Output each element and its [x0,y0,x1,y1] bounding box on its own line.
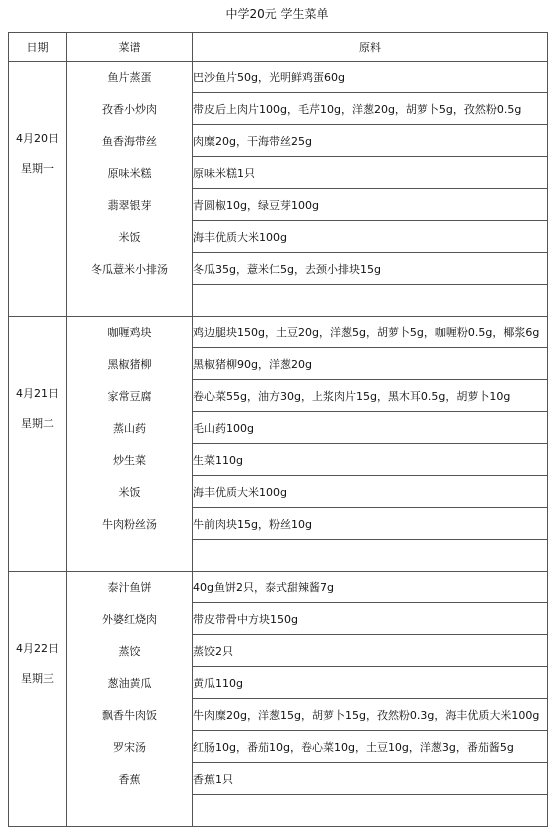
day-date: 4月21日 [16,387,59,400]
dish-name: 飘香牛肉饭 [67,699,193,731]
dish-ingredients: 带皮后上肉片100g，毛芹10g，洋葱20g，胡萝卜5g，孜然粉0.5g [193,93,548,125]
dish-ingredients: 肉糜20g，干海带丝25g [193,125,548,157]
table-row [9,763,548,795]
table-row [9,317,548,348]
table-row [9,93,548,125]
dish-name: 黑椒猪柳 [67,348,193,380]
header-row [9,33,548,62]
dish-name: 翡翠银芽 [67,189,193,221]
dish-name: 原味米糕 [67,157,193,189]
dish-ingredients: 生菜110g [193,444,548,476]
dish-ingredients: 香蕉1只 [193,763,548,795]
table-row [9,125,548,157]
dish-name: 鱼片蒸蛋 [67,62,193,93]
header-ingredients: 原料 [193,33,548,62]
dish-name: 咖喱鸡块 [67,317,193,348]
table-row [9,253,548,285]
page-title: 中学20元 学生菜单 [225,7,329,21]
dish-ingredients: 冬瓜35g，薏米仁5g，去颈小排块15g [193,253,548,285]
table-row [9,380,548,412]
table-row [9,731,548,763]
dish-ingredients: 黄瓜110g [193,667,548,699]
dish-ingredients: 原味米糕1只 [193,157,548,189]
table-row [9,444,548,476]
day-weekday: 星期三 [21,672,54,685]
dish-ingredients: 牛前肉块15g，粉丝10g [193,508,548,540]
table-row [9,572,548,603]
dish-name: 米饭 [67,476,193,508]
day-cell [9,62,67,317]
menu-table [8,32,548,827]
table-row [9,412,548,444]
table-row [9,476,548,508]
dish-name: 孜香小炒肉 [67,93,193,125]
table-row [9,189,548,221]
dish-name: 鱼香海带丝 [67,125,193,157]
table-row [9,603,548,635]
dish-ingredients [193,795,548,827]
dish-name: 蒸饺 [67,635,193,667]
day-date: 4月20日 [16,132,59,145]
dish-ingredients: 带皮带骨中方块150g [193,603,548,635]
dish-ingredients: 海丰优质大米100g [193,476,548,508]
table-row [9,699,548,731]
table-row [9,635,548,667]
dish-ingredients [193,540,548,572]
dish-ingredients: 鸡边腿块150g，土豆20g，洋葱5g，胡萝卜5g，咖喱粉0.5g，椰浆6g [193,317,548,348]
table-row [9,62,548,93]
dish-name: 家常豆腐 [67,380,193,412]
day-cell [9,317,67,572]
dish-name: 蒸山药 [67,412,193,444]
dish-name [67,795,193,827]
dish-ingredients: 毛山药100g [193,412,548,444]
table-row [9,667,548,699]
table-row [9,285,548,317]
dish-name: 冬瓜薏米小排汤 [67,253,193,285]
day-date: 4月22日 [16,642,59,655]
dish-name: 炒生菜 [67,444,193,476]
dish-name: 外婆红烧肉 [67,603,193,635]
dish-ingredients: 卷心菜55g，油方30g，上浆肉片15g，黑木耳0.5g，胡萝卜10g [193,380,548,412]
dish-ingredients: 青圆椒10g，绿豆芽100g [193,189,548,221]
header-dish: 菜谱 [67,33,193,62]
dish-ingredients: 40g鱼饼2只，泰式甜辣酱7g [193,572,548,603]
dish-name: 罗宋汤 [67,731,193,763]
table-row [9,157,548,189]
dish-name: 葱油黄瓜 [67,667,193,699]
dish-ingredients [193,285,548,317]
dish-name [67,285,193,317]
dish-name [67,540,193,572]
day-cell [9,572,67,827]
header-date: 日期 [9,33,67,62]
dish-name: 牛肉粉丝汤 [67,508,193,540]
dish-name: 香蕉 [67,763,193,795]
dish-ingredients: 巴沙鱼片50g，光明鲜鸡蛋60g [193,62,548,93]
dish-ingredients: 海丰优质大米100g [193,221,548,253]
table-row [9,508,548,540]
table-row [9,221,548,253]
menu-body [9,62,548,827]
dish-ingredients: 红肠10g，番茄10g，卷心菜10g，土豆10g，洋葱3g，番茄酱5g [193,731,548,763]
dish-ingredients: 蒸饺2只 [193,635,548,667]
table-row [9,795,548,827]
day-weekday: 星期一 [21,162,54,175]
table-row [9,540,548,572]
dish-ingredients: 牛肉糜20g，洋葱15g，胡萝卜15g，孜然粉0.3g，海丰优质大米100g [193,699,548,731]
dish-name: 泰汁鱼饼 [67,572,193,603]
dish-ingredients: 黑椒猪柳90g，洋葱20g [193,348,548,380]
day-weekday: 星期二 [21,417,54,430]
dish-name: 米饭 [67,221,193,253]
table-row [9,348,548,380]
